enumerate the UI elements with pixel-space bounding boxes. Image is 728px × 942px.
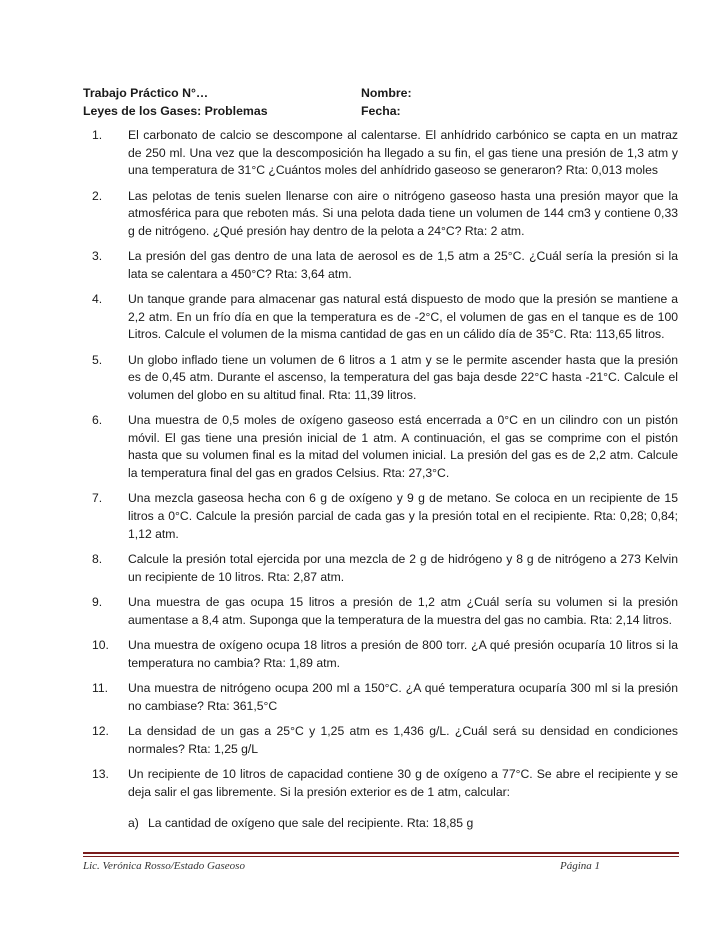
worksheet-title: Trabajo Práctico N°… bbox=[83, 86, 209, 100]
problem-text: Una muestra de oxígeno ocupa 18 litros a presión de 800 torr. ¿A qué presión ocuparía 10 litros si la temperatura no cambia? Rta: 1,89 atm. bbox=[128, 638, 678, 670]
header bbox=[83, 84, 683, 120]
problem-text: Calcule la presión total ejercida por una mezcla de 2 g de hidrógeno y 8 g de nitrógeno a 273 Kelvin un recipiente de 10 litros. Rta: 2,87 atm. bbox=[128, 552, 678, 584]
problem-number: 3. bbox=[92, 249, 103, 264]
subitem-text: La cantidad de oxígeno que sale del recipiente. Rta: 18,85 g bbox=[148, 816, 474, 831]
problem-text: El carbonato de calcio se descompone al calentarse. El anhídrido carbónico se capta en un matraz de 250 ml. Una vez que la descomposición ha llegado a su fin, el gas tiene una presión de 1,3 atm y una temperatura de 31°C ¿Cuántos moles del anhídrido gaseoso se generaron? Rta: 0,013 moles bbox=[128, 128, 678, 178]
problem-number: 1. bbox=[92, 128, 103, 142]
problem-7 bbox=[92, 490, 678, 543]
footer-author: Lic. Verónica Rosso/Estado Gaseoso bbox=[83, 860, 245, 872]
problem-text: La presión del gas dentro de una lata de aerosol es de 1,5 atm a 25°C. ¿Cuál sería la presión si la lata se calentara a 450°C? Rta: 3,64 atm. bbox=[128, 249, 678, 281]
footer-divider-thick bbox=[83, 852, 679, 854]
problem-11 bbox=[92, 680, 678, 715]
problem-number: 10. bbox=[92, 638, 109, 653]
problem-number: 13. bbox=[92, 766, 109, 781]
subitem-letter: a) bbox=[128, 816, 139, 831]
problem-number: 4. bbox=[92, 292, 103, 307]
problem-13 bbox=[92, 766, 678, 833]
subitem-a bbox=[128, 815, 678, 833]
problem-9 bbox=[92, 594, 678, 629]
problem-text: Una mezcla gaseosa hecha con 6 g de oxígeno y 9 g de metano. Se coloca en un recipiente de 15 litros a 0°C. Calcule la presión parcial de cada gas y la presión total en el recipiente. Rta: 0,28; 0,84; 1,12 atm. bbox=[128, 491, 678, 541]
date-label: Fecha: bbox=[361, 104, 401, 118]
problem-text: Un globo inflado tiene un volumen de 6 litros a 1 atm y se le permite ascender hasta que la presión es de 0,45 atm. Durante el ascenso, la temperatura del gas baja desde 22°C hasta -21°C. Calcule el volumen del globo en su altitud final. Rta: 11,39 litros. bbox=[128, 352, 678, 402]
problem-number: 8. bbox=[92, 552, 103, 567]
problem-text: Una muestra de gas ocupa 15 litros a presión de 1,2 atm ¿Cuál sería su volumen si la presión aumentase a 8,4 atm. Suponga que la temperatura de la muestra del gas no cambia. Rta: 2,14 litros. bbox=[128, 595, 678, 627]
problem-text: Una muestra de nitrógeno ocupa 200 ml a 150°C. ¿A qué temperatura ocuparía 300 ml si la presión no cambiase? Rta: 361,5°C bbox=[128, 681, 678, 713]
problem-3 bbox=[92, 248, 678, 283]
problem-6 bbox=[92, 412, 678, 482]
problem-number: 12. bbox=[92, 723, 109, 738]
problem-number: 2. bbox=[92, 188, 103, 203]
problem-number: 5. bbox=[92, 352, 103, 367]
problem-2 bbox=[92, 188, 678, 241]
footer-page-number: Página 1 bbox=[560, 860, 601, 872]
problem-text: Una muestra de 0,5 moles de oxígeno gaseoso está encerrada a 0°C en un cilindro con un pistón móvil. El gas tiene una presión inicial de 1 atm. A continuación, el gas se comprime con el pistón hasta que su volumen final es la mitad del volumen inicial. La presión del gas es de 2,2 atm. Calcule la temperatura final del gas en grados Celsius. Rta: 27,3°C. bbox=[128, 413, 678, 481]
problem-text: Las pelotas de tenis suelen llenarse con aire o nitrógeno gaseoso hasta una presión mayor que la atmosférica para que reboten más. Si una pelota dada tiene un volumen de 144 cm3 y contiene 0,33 g de nitrógeno. ¿Qué presión hay dentro de la pelota a 24°C? Rta: 2 atm. bbox=[128, 188, 678, 238]
problem-number: 6. bbox=[92, 413, 103, 428]
problem-4 bbox=[92, 291, 678, 344]
problem-number: 9. bbox=[92, 595, 103, 610]
problem-5 bbox=[92, 352, 678, 405]
problem-number: 7. bbox=[92, 491, 103, 506]
problem-text: Un recipiente de 10 litros de capacidad contiene 30 g de oxígeno a 77°C. Se abre el recipiente y se deja salir el gas libremente. Si la presión exterior es de 1 atm, calcular: bbox=[128, 766, 678, 799]
problem-text: Un tanque grande para almacenar gas natural está dispuesto de modo que la presión se mantiene a 2,2 atm. En un frío día en que la temperatura es de -2°C, el volumen de gas en el tanque es de 100 Litros. Calcule el volumen de la misma cantidad de gas en un cálido día de 35°C. Rta: 113,65 litros. bbox=[128, 292, 678, 342]
problem-text: La densidad de un gas a 25°C y 1,25 atm es 1,436 g/L. ¿Cuál será su densidad en condiciones normales? Rta: 1,25 g/L bbox=[128, 723, 678, 756]
problem-1 bbox=[92, 127, 678, 180]
worksheet-subject: Leyes de los Gases: Problemas bbox=[83, 104, 268, 118]
footer-divider-thin bbox=[83, 856, 679, 857]
problem-8 bbox=[92, 551, 678, 586]
problem-number: 11. bbox=[92, 681, 109, 695]
problem-12 bbox=[92, 723, 678, 758]
problem-list bbox=[92, 127, 678, 841]
name-label: Nombre: bbox=[361, 86, 412, 100]
problem-10 bbox=[92, 637, 678, 672]
